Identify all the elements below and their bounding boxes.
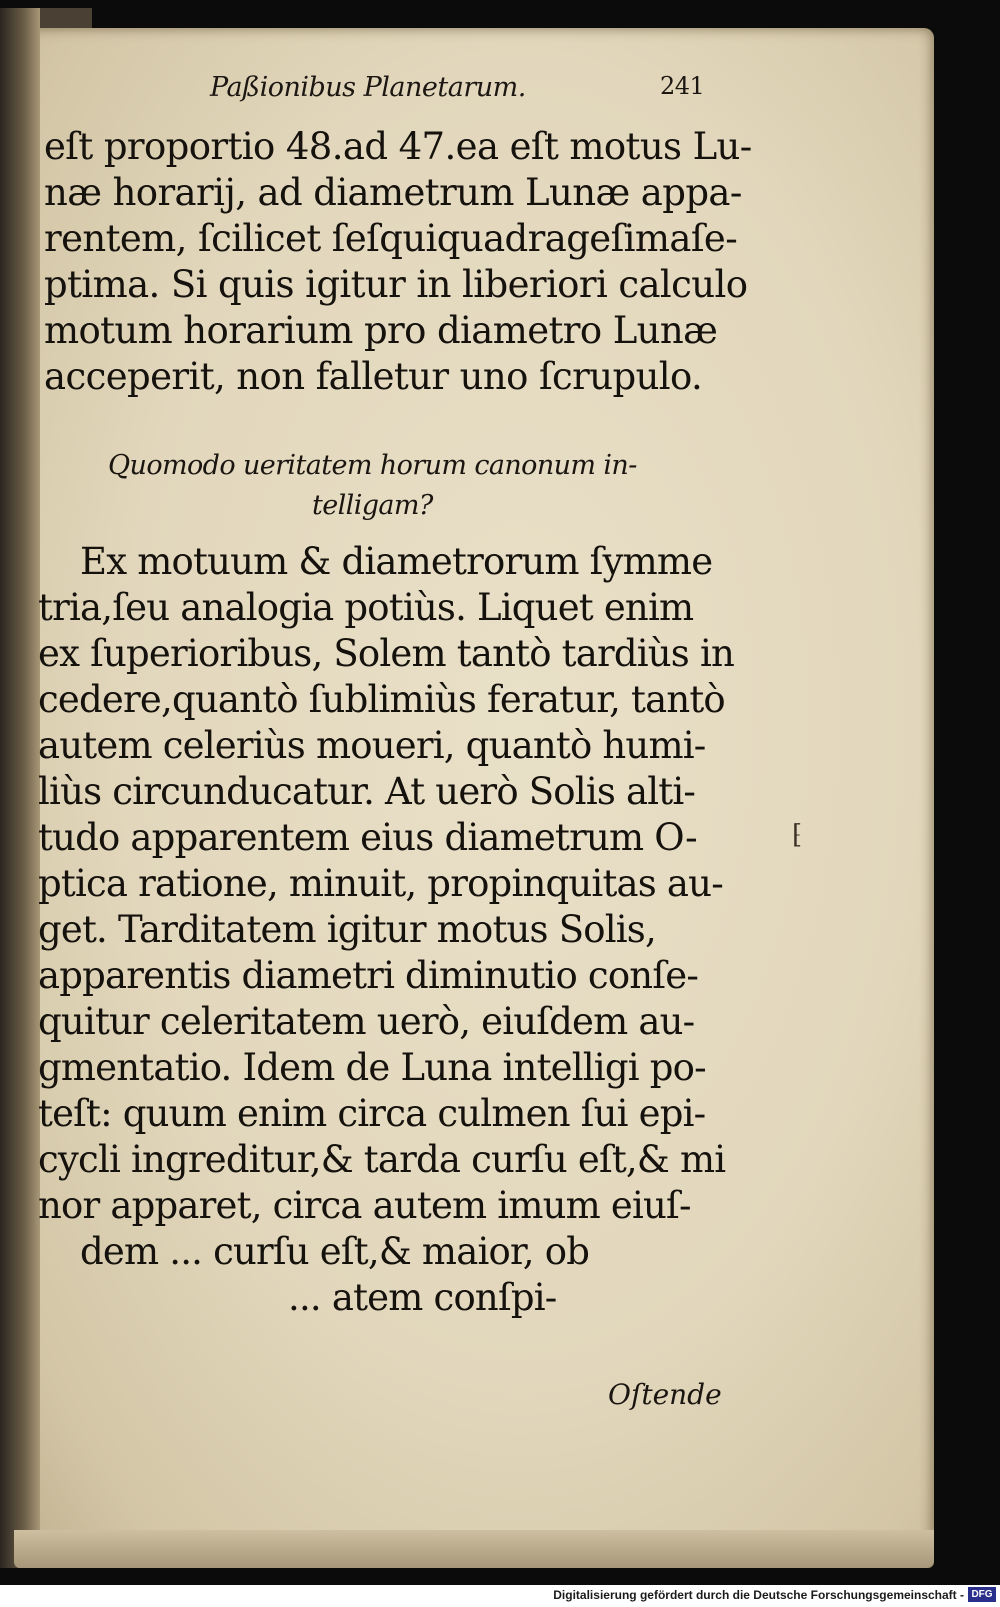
text-line: teſt: quum enim circa culmen ſui epi-: [38, 1092, 706, 1135]
running-head-title: Paßionibus Planetarum.: [210, 72, 526, 103]
text-line: ... atem conſpi-: [288, 1276, 557, 1319]
heading-line: telligam?: [312, 490, 433, 521]
text-line: cedere,quantò ſublimiùs feratur, tantò: [38, 678, 725, 721]
page-edge: [14, 1530, 934, 1568]
text-line: acceperit, non falletur uno ſcrupulo.: [44, 355, 703, 398]
text-line: næ horarij, ad diametrum Lunæ appa-: [44, 171, 742, 214]
text-line: nor apparet, circa autem imum eiuſ-: [38, 1184, 691, 1227]
text-line: tria,ſeu analogia potiùs. Liquet enim: [38, 586, 694, 629]
text-line: ptima. Si quis igitur in liberiori calculo: [44, 263, 748, 306]
text-line: rentem, ſcilicet ſeſquiquadrageſimaſe-: [44, 217, 738, 260]
text-line: quitur celeritatem uerò, eiuſdem au-: [38, 1000, 695, 1043]
text-line: tudo apparentem eius diametrum O-: [38, 816, 697, 859]
text-line: get. Tarditatem igitur motus Solis,: [38, 908, 656, 951]
text-line: motum horarium pro diametro Lunæ: [44, 309, 718, 352]
book-spine: [0, 8, 40, 1568]
margin-bracket-mark: ⁅: [792, 820, 803, 850]
dfg-logo: DFG: [968, 1587, 996, 1602]
text-line: eſt proportio 48.ad 47.ea eſt motus Lu-: [44, 125, 752, 168]
text-line: gmentatio. Idem de Luna intelligi po-: [38, 1046, 706, 1089]
text-line: liùs circunducatur. At uerò Solis alti-: [38, 770, 696, 813]
digitization-credit: Digitalisierung gefördert durch die Deutsche Forschungsgemeinschaft -: [553, 1588, 964, 1602]
running-head: [190, 70, 750, 110]
heading-line: Quomodo ueritatem horum canonum in-: [108, 450, 637, 481]
text-line: apparentis diametri diminutio conſe-: [38, 954, 699, 997]
catchword: Oſtende: [608, 1378, 722, 1411]
text-line: dem ... curſu eſt,& maior, ob: [80, 1230, 590, 1273]
text-line: Ex motuum & diametrorum ſymme: [80, 540, 713, 583]
text-line: autem celeriùs moueri, quantò humi-: [38, 724, 706, 767]
text-line: cycli ingreditur,& tarda curſu eſt,& mi: [38, 1138, 726, 1181]
page-number: 241: [660, 72, 705, 100]
text-line: ptica ratione, minuit, propinquitas au-: [38, 862, 723, 905]
text-line: ex ſuperioribus, Solem tantò tardiùs in: [38, 632, 735, 675]
